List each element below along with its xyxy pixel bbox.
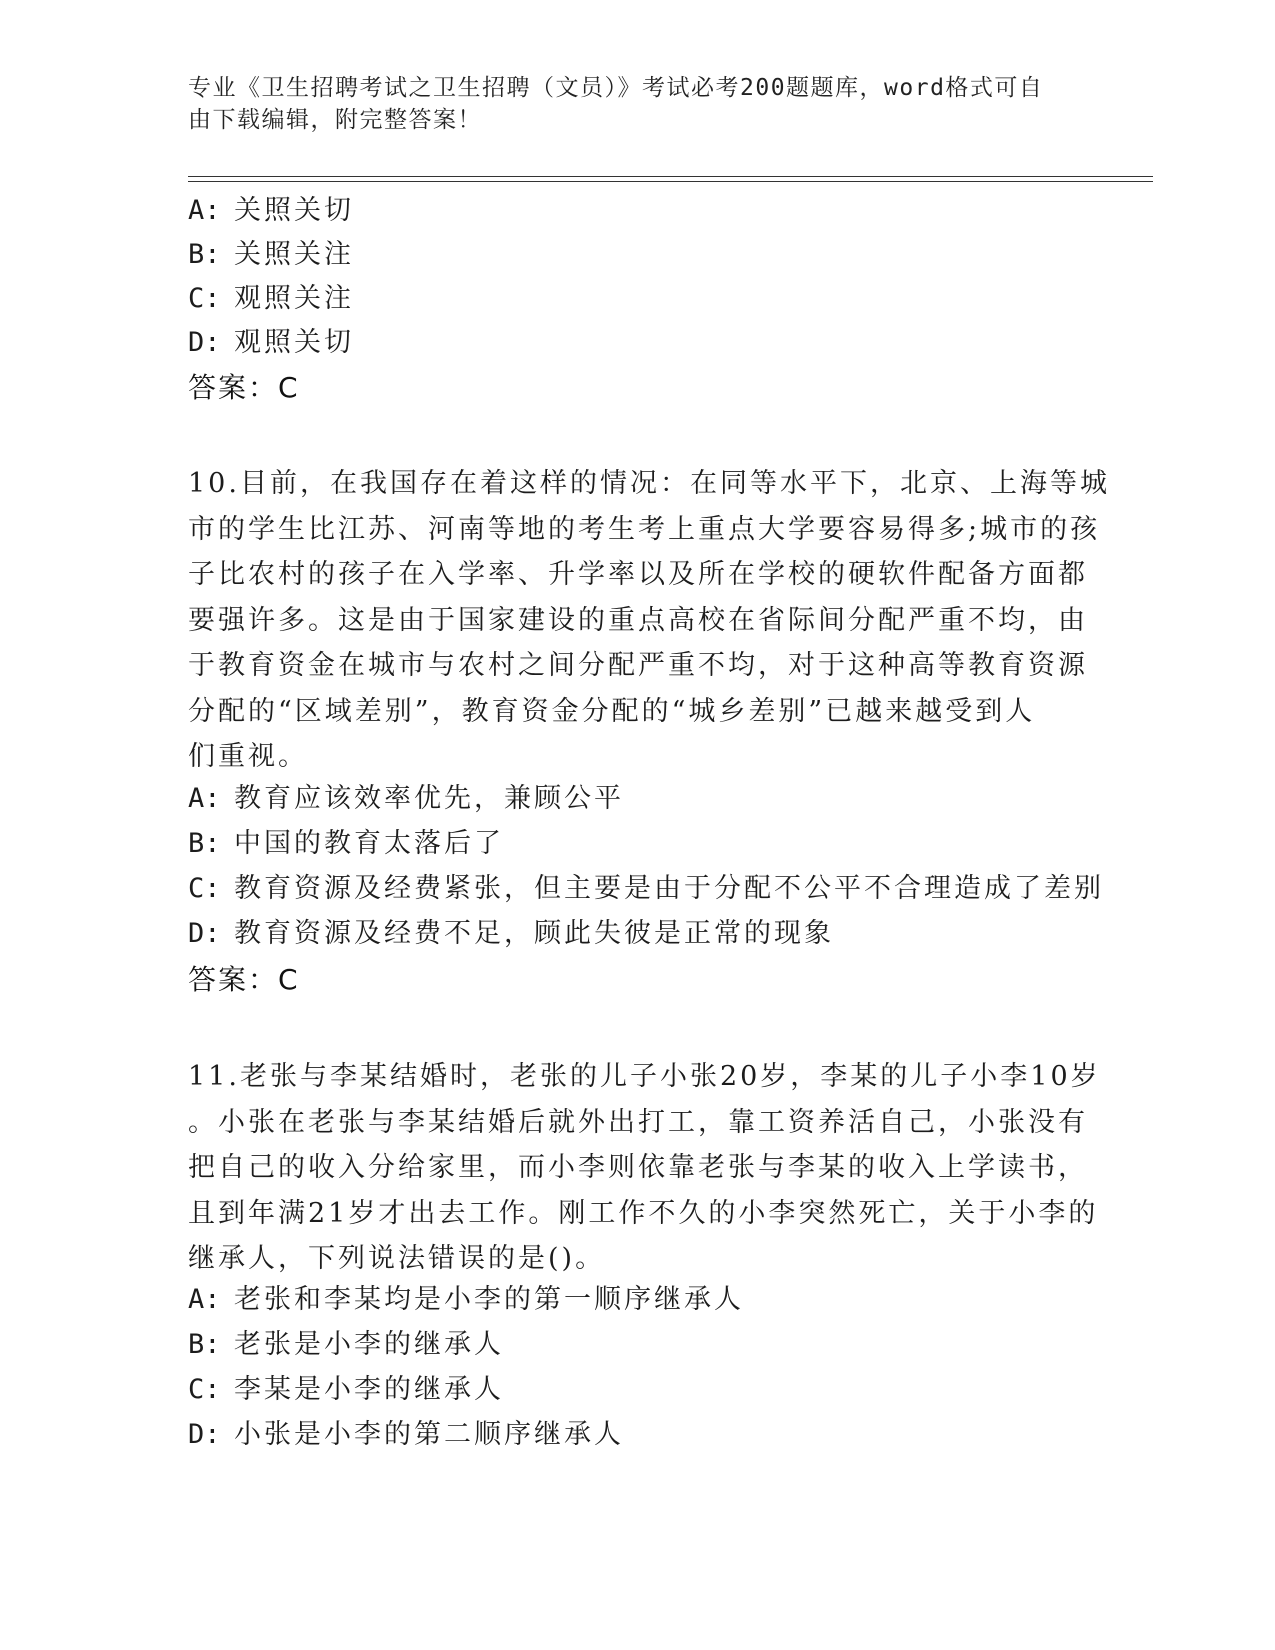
option-text: 关照关切 <box>234 195 354 226</box>
q10-stem-line: 市的学生比江苏、河南等地的考生考上重点大学要容易得多;城市的孩 <box>188 513 1101 545</box>
q10-stem-line: 子比农村的孩子在入学率、升学率以及所在学校的硬软件配备方面都 <box>188 559 1088 590</box>
option-letter: B: <box>188 1329 221 1360</box>
option-text: 教育应该效率优先，兼顾公平 <box>234 783 624 814</box>
q10-stem <box>188 461 1110 780</box>
option-letter: A: <box>188 1284 221 1315</box>
option-text: 老张是小李的继承人 <box>234 1329 504 1360</box>
option-letter: D: <box>188 1419 221 1450</box>
option-text: 关照关注 <box>234 239 354 270</box>
q10-stem-line: 们重视。 <box>188 741 308 772</box>
q11-stem-line: 。小张在老张与李某结婚后就外出打工，靠工资养活自己，小张没有 <box>188 1106 1088 1138</box>
q9-option-d <box>188 328 354 358</box>
option-letter: C: <box>188 873 221 904</box>
q11-option-b <box>188 1330 504 1360</box>
option-text: 小张是小李的第二顺序继承人 <box>234 1419 624 1450</box>
q10-option-c <box>188 874 1104 904</box>
header-line-2: 由下载编辑，附完整答案！ <box>188 107 482 133</box>
q10-stem-line: 分配的“区域差别”，教育资金分配的“城乡差别”已越来越受到人 <box>188 695 1036 727</box>
q11-stem-line: 继承人，下列说法错误的是()。 <box>188 1243 606 1274</box>
q9-option-a <box>188 196 354 226</box>
option-letter: A: <box>188 783 221 814</box>
q11-stem-line: 把自己的收入分给家里，而小李则依靠老张与李某的收入上学读书， <box>188 1152 1088 1183</box>
q11-option-d <box>188 1420 624 1450</box>
option-text: 观照关切 <box>234 327 354 358</box>
option-text: 老张和李某均是小李的第一顺序继承人 <box>234 1284 744 1315</box>
q10-option-b <box>188 829 504 859</box>
q11-stem <box>188 1054 1101 1282</box>
option-letter: A: <box>188 195 221 226</box>
q11-option-c <box>188 1375 504 1405</box>
header-divider-bottom <box>188 181 1153 182</box>
q10-stem-line: 要强许多。这是由于国家建设的重点高校在省际间分配严重不均，由 <box>188 604 1088 636</box>
option-text: 中国的教育太落后了 <box>234 828 504 859</box>
header-line-1: 专业《卫生招聘考试之卫生招聘（文员）》考试必考200题题库，word格式可自 <box>188 75 1044 101</box>
option-letter: B: <box>188 239 221 270</box>
q9-answer: 答案：C <box>188 371 300 404</box>
q9-option-c <box>188 284 354 314</box>
q11-stem-line: 11.老张与李某结婚时，老张的儿子小张20岁，李某的儿子小李10岁 <box>188 1061 1101 1092</box>
document-header <box>188 72 1068 136</box>
option-text: 教育资源及经费不足，顾此失彼是正常的现象 <box>234 918 834 949</box>
option-letter: C: <box>188 1374 221 1405</box>
option-letter: D: <box>188 918 221 949</box>
q11-stem-line: 且到年满21岁才出去工作。刚工作不久的小李突然死亡，关于小李的 <box>188 1197 1099 1229</box>
q10-stem-line: 于教育资金在城市与农村之间分配严重不均，对于这种高等教育资源 <box>188 650 1088 681</box>
option-text: 李某是小李的继承人 <box>234 1374 504 1405</box>
option-letter: D: <box>188 327 221 358</box>
option-text: 教育资源及经费紧张，但主要是由于分配不公平不合理造成了差别 <box>234 873 1104 904</box>
q10-answer: 答案：C <box>188 963 300 996</box>
q11-option-a <box>188 1285 744 1315</box>
q9-option-b <box>188 240 354 270</box>
q10-option-d <box>188 919 834 949</box>
q10-stem-line: 10.目前，在我国存在着这样的情况：在同等水平下，北京、上海等城 <box>188 468 1110 499</box>
option-letter: C: <box>188 283 221 314</box>
q10-option-a <box>188 784 624 814</box>
option-text: 观照关注 <box>234 283 354 314</box>
header-divider-top <box>188 176 1153 177</box>
option-letter: B: <box>188 828 221 859</box>
